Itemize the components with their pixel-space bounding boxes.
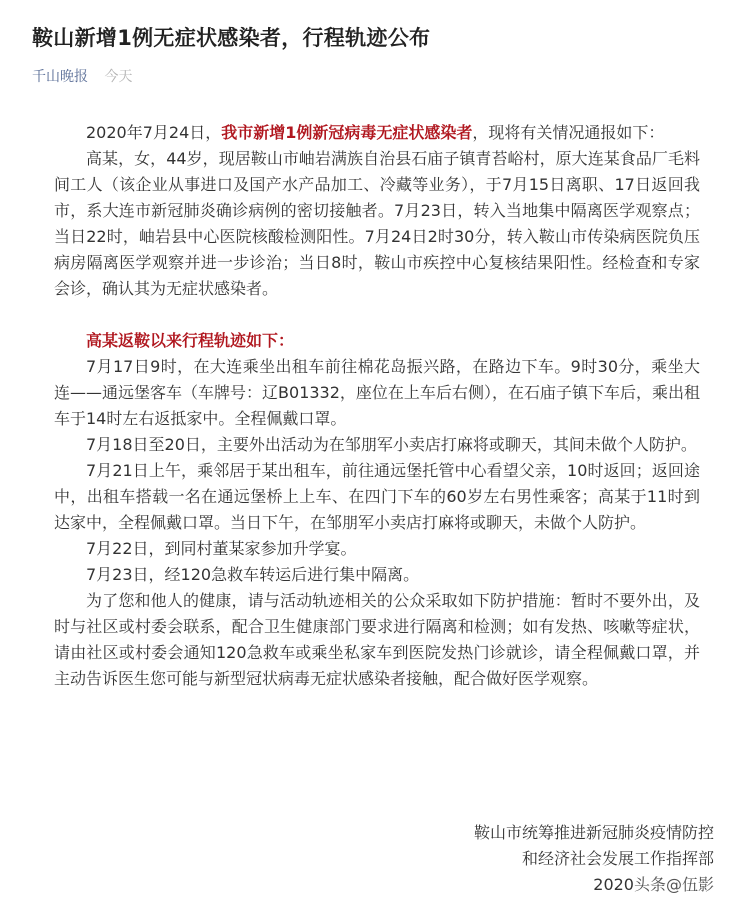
- itinerary-heading-paragraph: [54, 328, 700, 354]
- intro-highlight: 我市新增1例新冠病毒无症状感染者: [221, 123, 473, 142]
- article-body: [54, 120, 700, 692]
- signature-block: [394, 820, 714, 898]
- article-meta: [32, 66, 132, 88]
- signature-line-2: 和经济社会发展工作指挥部: [521, 849, 714, 868]
- advisory-paragraph: 为了您和他人的健康，请与活动轨迹相关的公众采取如下防护措施：暂时不要外出，及时与社区或村委会联系，配合卫生健康部门要求进行隔离和检测；如有发热、咳嗽等症状，请由社区或村委会通知120急救车或乘坐私家车到医院发热门诊就诊，请全程佩戴口罩，并主动告诉医生您可能与新型冠状病毒无症状感染者接触，配合做好医学观察。: [54, 591, 700, 688]
- itinerary-item: 7月21日上午，乘邻居于某出租车，前往通远堡托管中心看望父亲，10时返回；返回途中，出租车搭载一名在通远堡桥上上车、在四门下车的60岁左右男性乘客；高某于11时到达家中，全程佩戴口罩。当日下午，在邹朋军小卖店打麻将或聊天，未做个人防护。: [54, 461, 700, 532]
- itinerary-item: 7月17日9时，在大连乘坐出租车前往棉花岛振兴路，在路边下车。9时30分，乘坐大连——通远堡客车（车牌号：辽B01332，座位在上车后右侧），在石庙子镇下车后，乘出租车于14时左右返抵家中。全程佩戴口罩。: [54, 357, 700, 428]
- watermark: 头条@伍影: [633, 875, 714, 894]
- publish-date: 今天: [104, 69, 133, 85]
- itinerary-item: 7月22日，到同村董某家参加升学宴。: [86, 539, 357, 558]
- intro-prefix: 2020年7月24日，: [86, 123, 222, 142]
- itinerary-item: 7月18日至20日，主要外出活动为在邹朋军小卖店打麻将或聊天，其间未做个人防护。: [86, 435, 697, 454]
- signature-date-line: [394, 872, 714, 898]
- itinerary-heading: 高某返鞍以来行程轨迹如下：: [86, 331, 295, 350]
- itinerary-item: 7月23日，经120急救车转运后进行集中隔离。: [86, 565, 420, 584]
- source-link[interactable]: 千山晚报: [32, 69, 88, 85]
- signature-date: 2020: [593, 875, 634, 894]
- signature-line-1: 鞍山市统筹推进新冠肺炎疫情防控: [473, 823, 714, 842]
- article-title: 鞍山新增1例无症状感染者，行程轨迹公布: [32, 26, 431, 50]
- case-description: 高某，女，44岁，现居鞍山市岫岩满族自治县石庙子镇青苔峪村，原大连某食品厂毛料间工人（该企业从事进口及国产水产品加工、冷藏等业务），于7月15日离职、17日返回我市，系大连市新冠肺炎确诊病例的密切接触者。7月23日，转入当地集中隔离医学观察点；当日22时，岫岩县中心医院核酸检测阳性。7月24日2时30分，转入鞍山市传染病医院负压病房隔离医学观察并进一步诊治；当日8时，鞍山市疾控中心复核结果阳性。经检查和专家会诊，确认其为无症状感染者。: [54, 149, 700, 298]
- intro-paragraph: [54, 120, 700, 146]
- intro-suffix: ，现将有关情况通报如下：: [472, 123, 665, 142]
